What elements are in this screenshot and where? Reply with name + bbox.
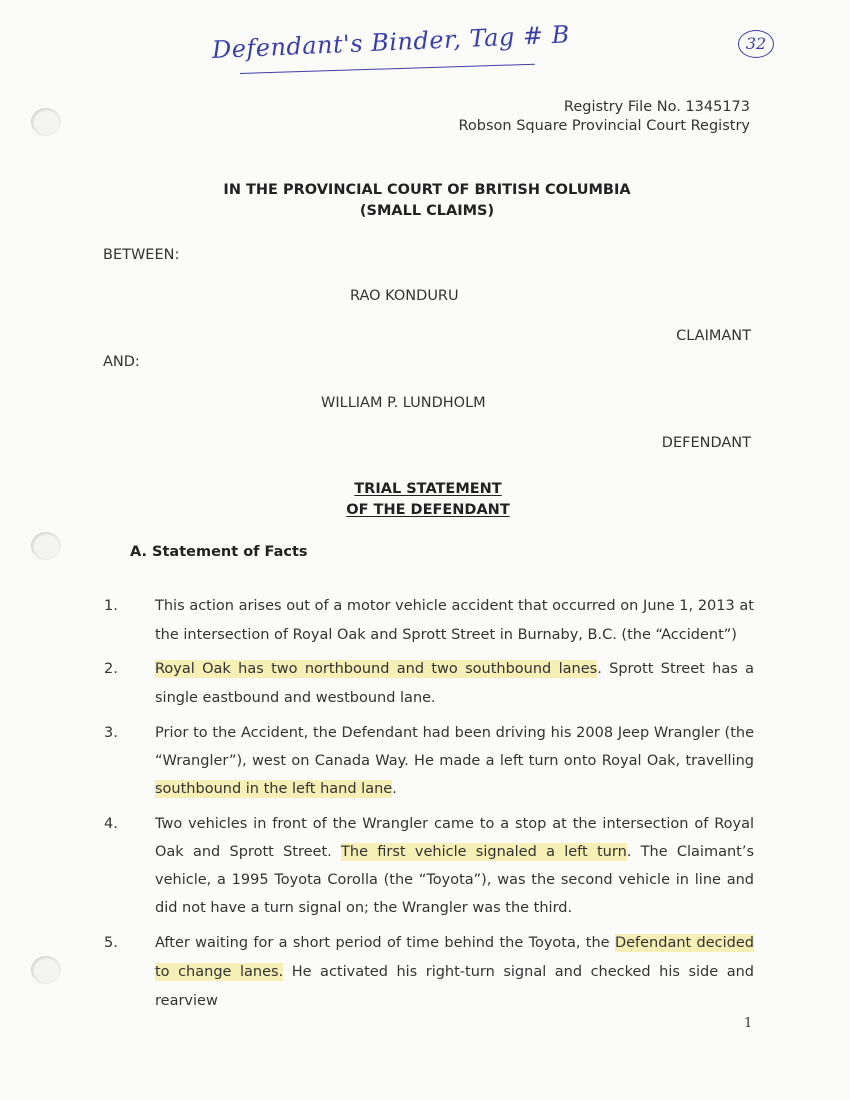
section-heading: A. Statement of Facts [130, 544, 308, 560]
defendant-name: WILLIAM P. LUNDHOLM [321, 395, 486, 411]
registry-file-number: Registry File No. 1345173 [563, 99, 750, 115]
registry-info [458, 98, 750, 136]
paragraph-1 [104, 592, 754, 650]
document-title [0, 479, 850, 521]
paragraph-5 [104, 929, 754, 1016]
claimant-role: CLAIMANT [676, 328, 751, 344]
punch-hole [31, 956, 61, 984]
handwritten-binder-note: Defendant's Binder, Tag # B [211, 20, 571, 64]
paragraph-4 [104, 810, 754, 922]
highlighted-text: The first vehicle signaled a left turn [341, 844, 627, 860]
paragraph-text: Two vehicles in front of the Wrangler came to a stop at the intersection of Royal Oak and Sprott Street. The first vehicle signaled a left turn. The Claimant’s vehicle, a 1995 Toyota Corolla (the “Toyota”), was the second vehicle in line and did not have a turn signal on; the Wrangler was the third. [155, 816, 755, 916]
paragraph-text: Royal Oak has two northbound and two southbound lanes. Sprott Street has a single eastbound and westbound lane. [155, 661, 754, 706]
paragraph-text: After waiting for a short period of time behind the Toyota, the Defendant decided to change lanes. He activated his right-turn signal and checked his side and rearview [155, 935, 754, 1009]
between-label: BETWEEN: [103, 247, 180, 263]
document-title-line1: TRIAL STATEMENT [354, 481, 502, 497]
paragraph-number: 5. [104, 935, 118, 951]
punch-hole [31, 532, 61, 560]
handwritten-underline [240, 64, 535, 74]
paragraph-text: This action arises out of a motor vehicle accident that occurred on June 1, 2013 at the intersection of Royal Oak and Sprott Street in Burnaby, B.C. (the “Accident”) [155, 598, 754, 643]
punch-hole [31, 108, 61, 136]
court-name: IN THE PROVINCIAL COURT OF BRITISH COLUMBIA [223, 182, 631, 198]
claimant-name: RAO KONDURU [350, 288, 459, 304]
court-division: (SMALL CLAIMS) [359, 203, 495, 219]
paragraph-3 [104, 719, 754, 803]
paragraph-number: 2. [104, 661, 118, 677]
registry-name: Robson Square Provincial Court Registry [458, 118, 750, 134]
paragraph-number: 3. [104, 725, 118, 741]
court-title [0, 180, 850, 222]
highlighted-text: Royal Oak has two northbound and two southbound lanes [155, 661, 598, 677]
paragraph-text: Prior to the Accident, the Defendant had been driving his 2008 Jeep Wrangler (the “Wrangler”), west on Canada Way. He made a left turn onto Royal Oak, travelling southbound in the left hand lane. [155, 725, 754, 797]
page-number: 1 [744, 1016, 753, 1031]
highlighted-text: Defendant decided to change lanes. [155, 935, 754, 980]
handwritten-page-mark: 32 [738, 30, 774, 58]
paragraph-2 [104, 655, 754, 713]
paragraph-number: 4. [104, 816, 118, 832]
highlighted-text: southbound in the left hand lane [155, 781, 393, 797]
defendant-role: DEFENDANT [661, 435, 751, 451]
and-label: AND: [103, 354, 140, 370]
paragraph-number: 1. [104, 598, 118, 614]
document-title-line2: OF THE DEFENDANT [346, 502, 510, 518]
